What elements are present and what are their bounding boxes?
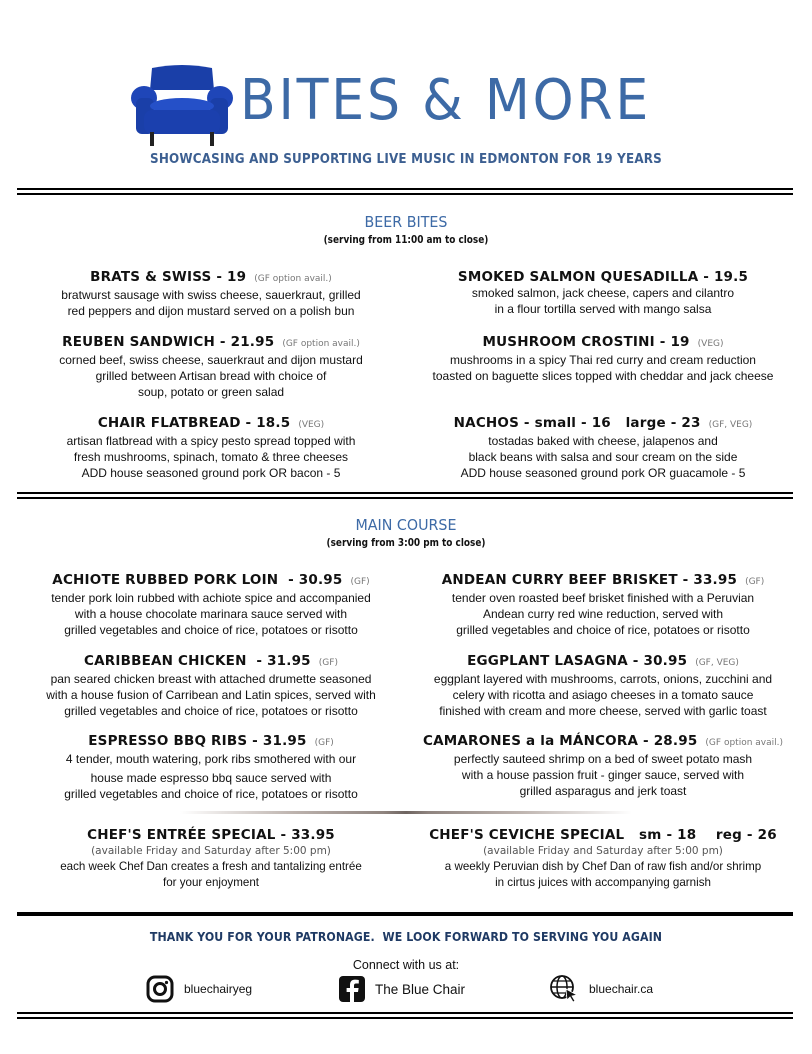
item-desc-line: celery with ricotta and asiago cheeses in a tomato sauce xyxy=(452,687,754,702)
item-tag: (GF) xyxy=(318,658,338,668)
item-desc-line: Andean curry red wine reduction, served with xyxy=(482,606,724,621)
item-tag: (GF) xyxy=(745,577,765,587)
menu-item-smoked-salmon-quesadilla xyxy=(412,268,794,318)
divider xyxy=(17,492,793,500)
social-facebook[interactable] xyxy=(339,974,465,1004)
globe-cursor-icon xyxy=(549,974,579,1004)
divider xyxy=(17,188,793,196)
item-desc-line: eggplant layered with mushrooms, carrots, onions, zucchini and xyxy=(433,672,773,686)
section-title-main-course: MAIN COURSE xyxy=(355,516,457,534)
divider xyxy=(17,912,793,916)
social-instagram[interactable] xyxy=(146,974,252,1004)
menu-item-eggplant-lasagna xyxy=(412,652,794,719)
item-tag: (GF option avail.) xyxy=(254,274,332,284)
menu-item-chair-flatbread xyxy=(20,414,402,481)
item-desc-line: ADD house seasoned ground pork OR bacon - 5 xyxy=(81,465,341,480)
section-hours-main-course: (serving from 3:00 pm to close) xyxy=(326,537,486,549)
item-desc-line: tender oven roasted beef brisket finished with a Peruvian xyxy=(451,591,755,605)
item-desc-line: artisan flatbread with a spicy pesto spread topped with xyxy=(66,434,356,448)
item-name: CARIBBEAN CHICKEN - 31.95 xyxy=(84,653,311,669)
section-title-beer-bites: BEER BITES xyxy=(364,213,448,231)
menu-item-caribbean-chicken xyxy=(20,652,402,719)
item-desc-line: grilled between Artisan bread with choice of xyxy=(95,368,327,383)
instagram-handle[interactable]: bluechairyeg xyxy=(184,982,253,996)
item-name: NACHOS - small - 16 large - 23 xyxy=(453,415,701,431)
item-desc-line: grilled vegetables and choice of rice, potatoes or risotto xyxy=(64,786,358,801)
item-name: ANDEAN CURRY BEEF BRISKET - 33.95 xyxy=(441,572,738,588)
item-name: CAMARONES a la MÁNCORA - 28.95 xyxy=(423,733,698,749)
social-website[interactable] xyxy=(549,974,653,1004)
item-desc-line: in a flour tortilla served with mango salsa xyxy=(494,301,712,316)
item-desc-line: fresh mushrooms, spinach, tomato & three cheeses xyxy=(73,449,349,464)
item-desc-line: soup, potato or green salad xyxy=(137,384,285,399)
menu-item-espresso-bbq-ribs xyxy=(20,732,402,802)
item-name: CHEF'S CEVICHE SPECIAL sm - 18 reg - 26 xyxy=(429,827,777,843)
item-name: EGGPLANT LASAGNA - 30.95 xyxy=(467,653,688,669)
item-desc-line: with a house chocolate marinara sauce served with xyxy=(74,606,348,621)
item-desc-line: perfectly sauteed shrimp on a bed of sweet potato mash xyxy=(453,752,753,766)
item-tag: (VEG) xyxy=(697,339,724,349)
item-desc-line: house made espresso bbq sauce served with xyxy=(90,770,332,785)
menu-item-reuben-sandwich xyxy=(20,333,402,400)
item-desc-line: corned beef, swiss cheese, sauerkraut and dijon mustard xyxy=(59,353,363,367)
item-desc-line: ADD house seasoned ground pork OR guacamole - 5 xyxy=(460,465,746,480)
thank-you-message: THANK YOU FOR YOUR PATRONAGE. WE LOOK FORWARD TO SERVING YOU AGAIN xyxy=(149,929,663,944)
item-desc-line: tostadas baked with cheese, jalapenos and xyxy=(488,434,718,448)
item-desc-line: pan seared chicken breast with attached drumette seasoned xyxy=(50,672,372,686)
brand-title: BITES & MORE xyxy=(240,68,652,133)
item-tag: (GF option avail.) xyxy=(282,339,360,349)
item-desc-line: smoked salmon, jack cheese, capers and cilantro xyxy=(471,286,735,300)
website-link[interactable]: bluechair.ca xyxy=(589,982,654,996)
item-desc-line: finished with cream and more cheese, served with garlic toast xyxy=(439,703,767,718)
item-name: MUSHROOM CROSTINI - 19 xyxy=(482,334,690,350)
item-name: CHEF'S ENTRÉE SPECIAL - 33.95 xyxy=(87,827,335,843)
item-desc-line: toasted on baguette slices topped with cheddar and jack cheese xyxy=(432,368,774,383)
item-name: SMOKED SALMON QUESADILLA - 19.5 xyxy=(457,269,749,285)
menu-item-mushroom-crostini xyxy=(412,333,794,385)
item-desc-line: for your enjoyment xyxy=(162,875,260,889)
item-name: REUBEN SANDWICH - 21.95 xyxy=(62,334,275,350)
item-availability: (available Friday and Saturday after 5:00 pm) xyxy=(91,845,331,857)
menu-item-camarones-mancora xyxy=(412,732,794,799)
menu-item-brats-swiss xyxy=(20,268,402,320)
item-desc-line: with a house fusion of Carribean and Latin spices, served with xyxy=(46,687,376,702)
item-desc-line: grilled vegetables and choice of rice, potatoes or risotto xyxy=(64,622,358,637)
item-desc-line: each week Chef Dan creates a fresh and tantalizing entrée xyxy=(60,860,362,873)
item-desc-line: red peppers and dijon mustard served on a polish bun xyxy=(67,303,355,318)
item-desc-line: 4 tender, mouth watering, pork ribs smothered with our xyxy=(65,752,357,766)
facebook-page[interactable]: The Blue Chair xyxy=(375,981,466,997)
special-chefs-entree xyxy=(20,826,402,891)
menu-item-andean-curry-brisket xyxy=(412,571,794,638)
item-desc-line: a weekly Peruvian dish by Chef Dan of raw fish and/or shrimp xyxy=(444,860,762,873)
instagram-icon xyxy=(146,975,174,1003)
item-tag: (GF, VEG) xyxy=(708,420,753,430)
item-name: ESPRESSO BBQ RIBS - 31.95 xyxy=(88,733,307,749)
special-chefs-ceviche xyxy=(412,826,794,891)
menu-item-nachos xyxy=(412,414,794,481)
item-tag: (GF) xyxy=(350,577,370,587)
item-desc-line: grilled asparagus and jerk toast xyxy=(519,783,687,798)
item-tag: (GF) xyxy=(314,738,334,748)
item-desc-line: bratwurst sausage with swiss cheese, sauerkraut, grilled xyxy=(61,288,361,302)
item-desc-line: grilled vegetables and choice of rice, potatoes or risotto xyxy=(64,703,358,718)
item-name: ACHIOTE RUBBED PORK LOIN - 30.95 xyxy=(52,572,343,588)
item-desc-line: grilled vegetables and choice of rice, potatoes or risotto xyxy=(456,622,750,637)
menu-item-achiote-pork-loin xyxy=(20,571,402,638)
item-tag: (VEG) xyxy=(298,420,325,430)
section-hours-beer-bites: (serving from 11:00 am to close) xyxy=(323,234,489,246)
facebook-icon xyxy=(339,974,365,1004)
tagline: SHOWCASING AND SUPPORTING LIVE MUSIC IN EDMONTON FOR 19 YEARS xyxy=(150,152,662,167)
blue-armchair-icon xyxy=(130,64,234,148)
ornamental-divider xyxy=(180,811,632,814)
item-availability: (available Friday and Saturday after 5:00 pm) xyxy=(483,845,723,857)
item-desc-line: with a house passion fruit - ginger sauce, served with xyxy=(461,767,745,782)
item-tag: (GF option avail.) xyxy=(705,738,783,748)
divider xyxy=(17,1012,793,1020)
item-desc-line: tender pork loin rubbed with achiote spice and accompanied xyxy=(51,591,371,605)
item-desc-line: mushrooms in a spicy Thai red curry and cream reduction xyxy=(450,353,756,367)
item-desc-line: in cirtus juices with accompanying garnish xyxy=(495,875,711,889)
item-name: BRATS & SWISS - 19 xyxy=(90,269,247,285)
item-name: CHAIR FLATBREAD - 18.5 xyxy=(97,415,291,431)
connect-label: Connect with us at: xyxy=(352,958,460,972)
item-desc-line: black beans with salsa and sour cream on the side xyxy=(468,449,738,464)
item-tag: (GF, VEG) xyxy=(695,658,739,668)
